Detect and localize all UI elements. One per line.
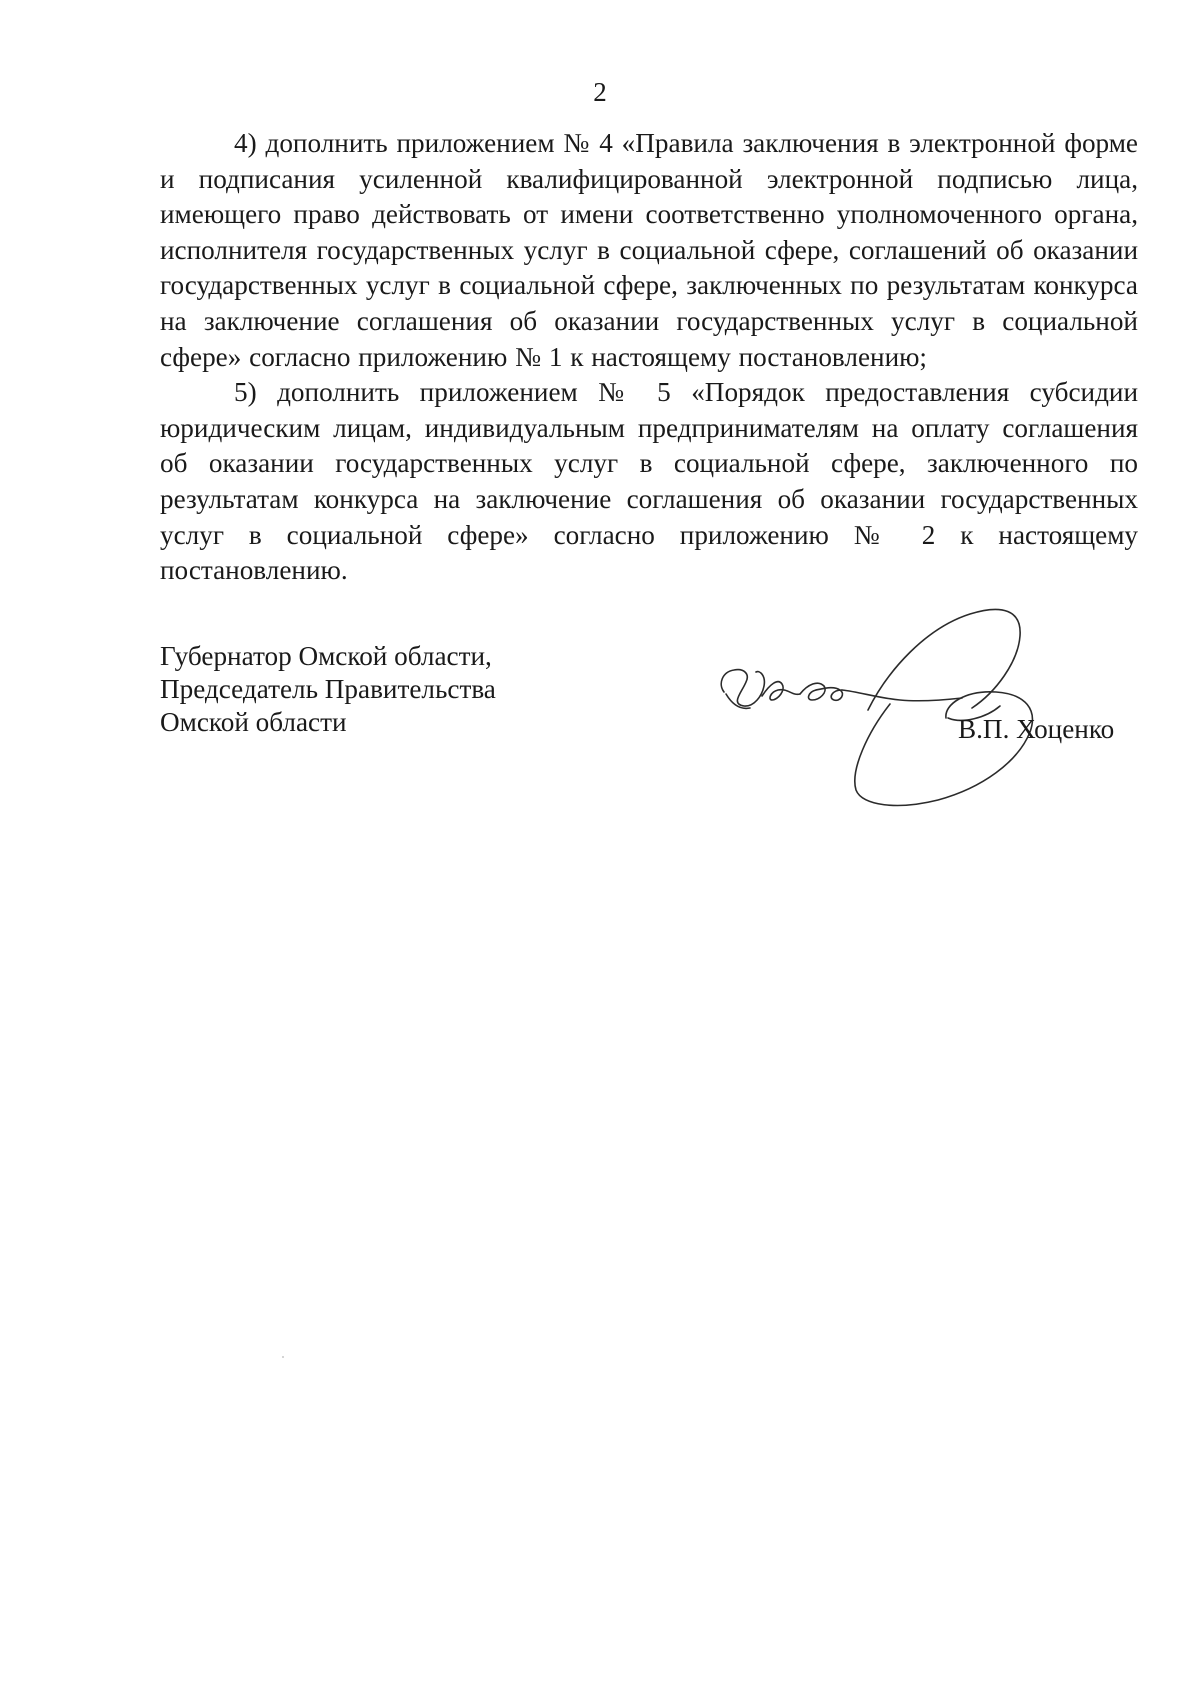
scan-artifact xyxy=(282,1356,284,1358)
handwritten-signature xyxy=(700,600,1120,820)
signatory-position-line-2: Председатель Правительства xyxy=(160,674,496,704)
document-body xyxy=(160,126,1138,589)
paragraph-item-4: 4) дополнить приложением № 4 «Правила заключения в электронной форме и подписания усиленной квалифицированной электронной подписью лица, имеющего право действовать от имени соответственно уполномоченного органа, исполнителя государственных услуг в социальной сфере, соглашений об оказании государственных услуг в социальной сфере, заключенных по результатам конкурса на заключение соглашения об оказании государственных услуг в социальной сфере» согласно приложению № 1 к настоящему постановлению; xyxy=(160,128,1138,372)
page-number: 2 xyxy=(593,77,607,107)
signatory-position-line-1: Губернатор Омской области, xyxy=(160,641,492,671)
signer-name: В.П. Хоценко xyxy=(958,714,1115,744)
paragraph-item-5: 5) дополнить приложением № 5 «Порядок предоставления субсидии юридическим лицам, индивидуальным предпринимателям на оплату соглашения об оказании государственных услуг в социальной сфере, заключенного по результатам конкурса на заключение соглашения об оказании государственных услуг в социальной сфере» согласно приложению № 2 к настоящему постановлению. xyxy=(160,377,1138,586)
signatory-position xyxy=(160,640,720,739)
signatory-position-line-3: Омской области xyxy=(160,707,347,737)
